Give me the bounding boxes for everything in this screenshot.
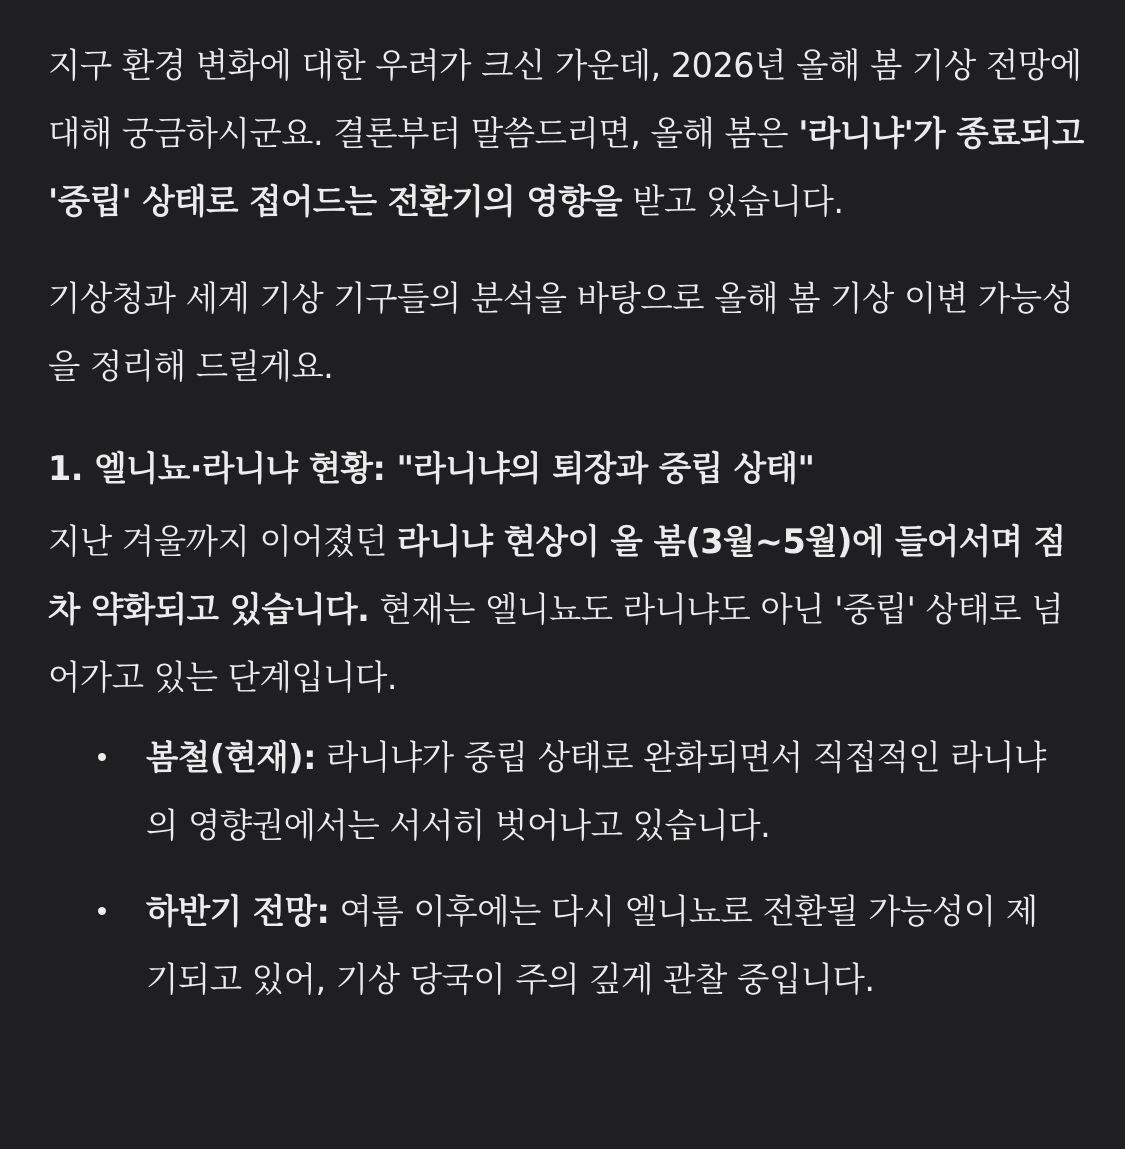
assistant-message [48,32,1088,1014]
list-item [48,724,1088,860]
bullet-text: 라니냐가 중립 상태로 완화되면서 직접적인 라니냐의 영향권에서는 서서히 벗어나고 있습니다. [146,738,1046,845]
section-text-start: 지난 겨울까지 이어졌던 [48,522,398,561]
bullet-text: 여름 이후에는 다시 엘니뇨로 전환될 가능성이 제기되고 있어, 기상 당국이 주의 깊게 관찰 중입니다. [146,892,1038,999]
bullet-label: 봄철(현재): [146,738,316,777]
section-bold-highlight: 라니냐 현상이 올 봄(3월~5월)에 들어서며 점차 약화되고 있습니다. [48,522,1066,629]
section-heading: 1. 엘니뇨·라니냐 현황: "라니냐의 퇴장과 중립 상태" [48,449,815,488]
bullet-dot-icon [98,907,106,915]
intro-text-start: 지구 환경 변화에 대한 우려가 크신 가운데, 2026년 올해 봄 기상 전망에 대해 궁금하시군요. 결론부터 말씀드리면, 올해 봄은 [48,46,1082,153]
list-item [48,878,1088,1014]
bullet-dot-icon [98,753,106,761]
intro-bold-highlight: '라니냐'가 종료되고 '중립' 상태로 접어드는 전환기의 영향을 [48,114,1084,221]
bullet-list [48,724,1088,1014]
section-paragraph [48,508,1088,712]
intro-paragraph [48,32,1088,236]
section-text-end: 현재는 엘니뇨도 라니냐도 아닌 '중립' 상태로 넘어가고 있는 단계입니다. [48,590,1064,697]
summary-paragraph: 기상청과 세계 기상 기구들의 분석을 바탕으로 올해 봄 기상 이변 가능성을 정리해 드릴게요. [48,279,1074,386]
bullet-label: 하반기 전망: [146,892,330,931]
intro-text-end: 받고 있습니다. [621,182,844,221]
